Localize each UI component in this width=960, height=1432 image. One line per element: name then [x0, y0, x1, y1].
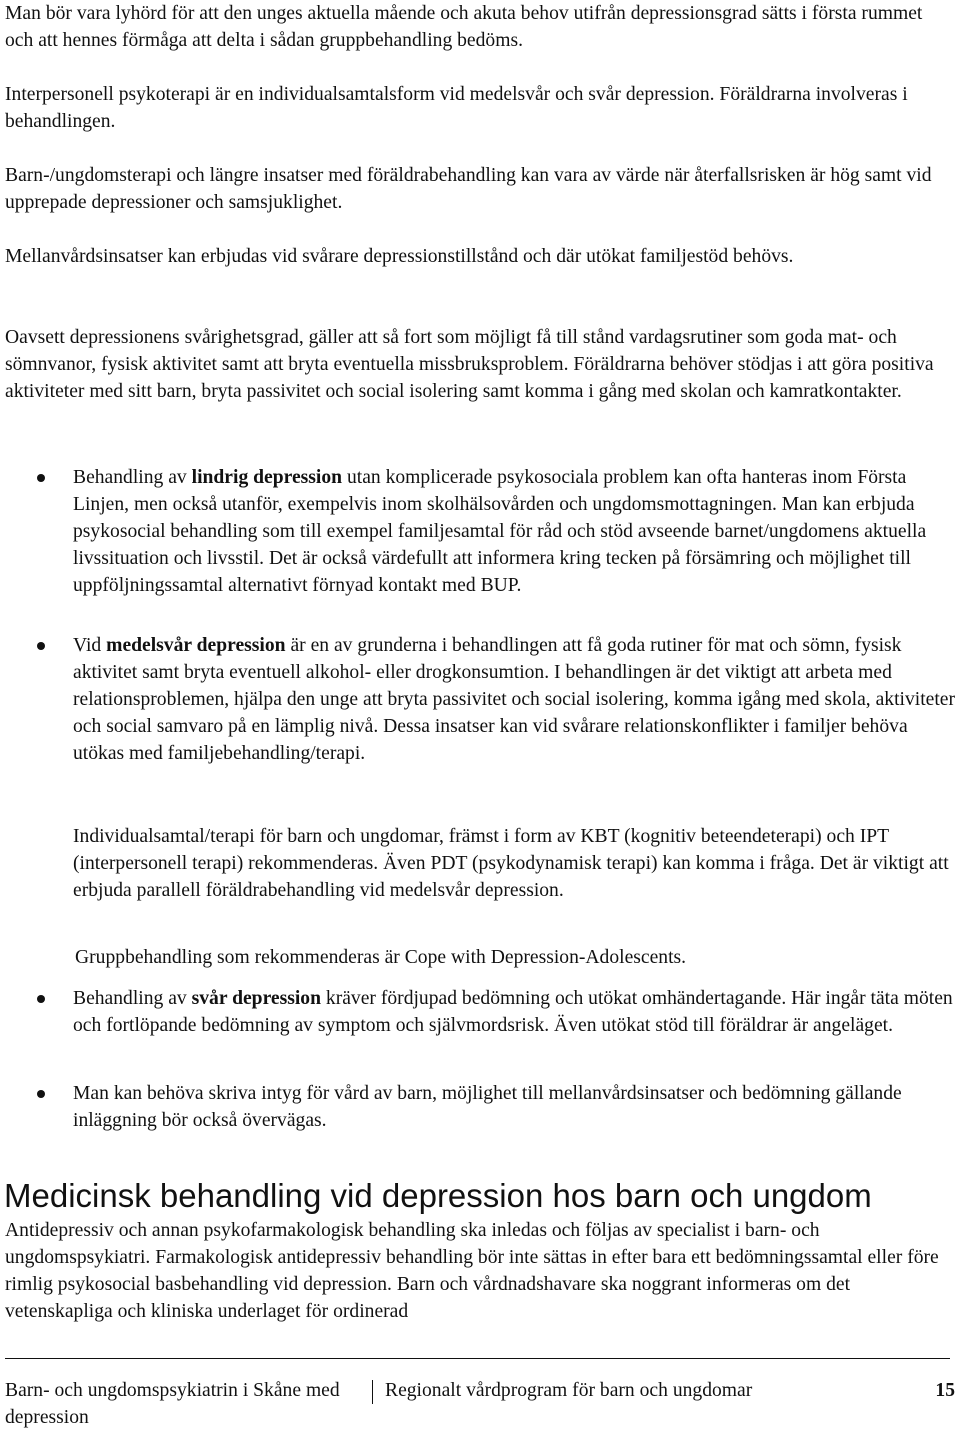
paragraph-intermediate-care: Mellanvårdsinsatser kan erbjudas vid svårare depressionstillstånd och där utökat familjestöd behövs.	[5, 246, 794, 267]
bullet-dot-icon	[37, 995, 45, 1003]
footer-organization: Barn- och ungdomspsykiatrin i Skåne med depression	[5, 1380, 340, 1428]
bullet-text-moderate: Vid medelsvår depression är en av grunderna i behandlingen att få goda rutiner för mat och sömn, fysisk aktivitet samt bryta eventuell alkohol- eller drogkonsumtion. I behandlingen är det viktigt att arbeta med relationsproblemen, hjälpa den unge att bryta passivitet och social isolering, komma igång med skola, aktiviteter och social samvaro på en lämplig nivå. Dessa insatser kan vid svårare relationskonflikter i familjer behöva utökas med familjebehandling/terapi.	[73, 635, 956, 764]
bullet-dot-icon	[37, 474, 45, 482]
paragraph-daily-routines: Oavsett depressionens svårighetsgrad, gäller att så fort som möjligt få till stånd vardagsrutiner som goda mat- och sömnvanor, fysisk aktivitet samt att bryta eventuella missbruksproblem. Föräldrarna behöver stödjas i att göra positiva aktiviteter med sitt barn, bryta passivitet och social isolering samt komma i gång med skolan och kamratkontakter.	[5, 327, 934, 402]
paragraph-child-youth-therapy: Barn-/ungdomsterapi och längre insatser med föräldrabehandling kan vara av värde när återfallsrisken är hög samt vid upprepade depressioner och samsjuklighet.	[5, 165, 932, 213]
bullet-text-mild: Behandling av lindrig depression utan komplicerade psykosociala problem kan ofta hanteras inom Första Linjen, men också utanför, exempelvis inom skolhälsovården och ungdomsmottagningen. Man kan erbjuda psykosocial behandling som till exempel familjesamtal för råd och stöd avseende barnet/ungdomens aktuella livssituation och livsstil. Det är också värdefullt att informera kring tecken på försämring och möjlighet till uppföljningssamtal alternativt förnyad kontakt med BUP.	[73, 467, 927, 596]
section-heading-medical-treatment: Medicinsk behandling vid depression hos barn och ungdom	[4, 1177, 872, 1214]
paragraph-group-treatment: Man bör vara lyhörd för att den unges aktuella mående och akuta behov utifrån depressionsgrad sätts i första rummet och att hennes förmåga att delta i sådan gruppbehandling bedöms.	[5, 3, 923, 51]
page-number: 15	[935, 1380, 955, 1401]
paragraph-interpersonal-therapy: Interpersonell psykoterapi är en individualsamtalsform vid medelsvår och svår depression. Föräldrarna involveras i behandlingen.	[5, 84, 908, 132]
term-severe-depression: svår depression	[191, 988, 322, 1009]
footer-divider	[5, 1358, 950, 1359]
paragraph-medical-treatment: Antidepressiv och annan psykofarmakologisk behandling ska inledas och följas av specialist i barn- och ungdomspsykiatri. Farmakologisk antidepressiv behandling bör inte sättas in efter bara ett bedömningssamtal eller före rimlig psykosocial basbehandling vid depression. Barn och vårdnadshavare ska noggrant informeras om det vetenskapliga och kliniska underlaget för ordinerad	[5, 1220, 939, 1322]
footer-document-title: Regionalt vårdprogram för barn och ungdomar	[385, 1380, 753, 1401]
bullet-text-severe: Behandling av svår depression kräver fördjupad bedömning och utökat omhändertagande. Här ingår täta möten och fortlöpande bedömning av symptom och självmordsrisk. Även utökat stöd till föräldrar är angeläget.	[73, 988, 953, 1036]
paragraph-individual-therapy: Individualsamtal/terapi för barn och ungdomar, främst i form av KBT (kognitiv beteendeterapi) och IPT (interpersonell terapi) rekommenderas. Även PDT (psykodynamisk terapi) kan komma i fråga. Det är viktigt att erbjuda parallell föräldrabehandling vid medelsvår depression.	[73, 826, 949, 901]
paragraph-group-recommendation: Gruppbehandling som rekommenderas är Cope with Depression-Adolescents.	[75, 947, 687, 968]
term-mild-depression: lindrig depression	[191, 467, 343, 488]
footer-separator	[372, 1380, 373, 1404]
bullet-dot-icon	[37, 642, 45, 650]
term-moderate-depression: medelsvår depression	[106, 635, 286, 656]
bullet-text-certificate: Man kan behöva skriva intyg för vård av barn, möjlighet till mellanvårdsinsatser och bedömning gällande inläggning bör också övervägas.	[73, 1083, 902, 1131]
bullet-dot-icon	[37, 1090, 45, 1098]
